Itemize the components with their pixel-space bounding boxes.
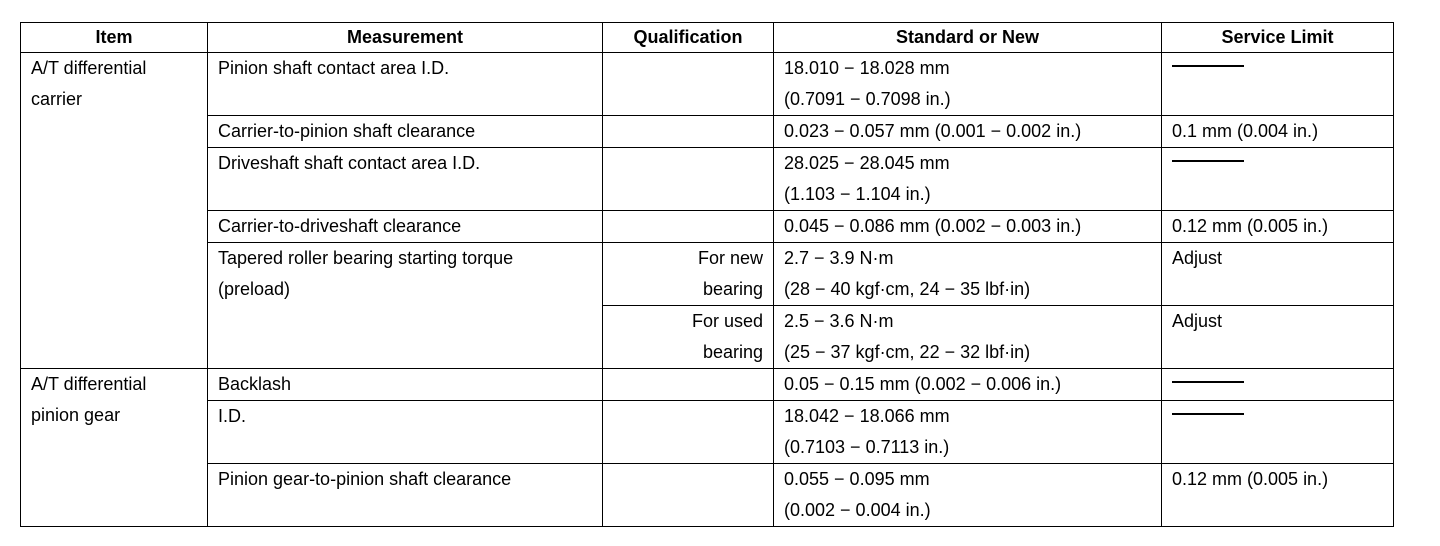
qualification-cell xyxy=(603,53,774,116)
standard-cell: 18.010 − 18.028 mm (0.7091 − 0.7098 in.) xyxy=(774,53,1162,116)
table-row xyxy=(21,116,1394,148)
qualification-cell: For used bearing xyxy=(603,306,774,369)
item-cell-carrier xyxy=(21,53,208,369)
header-row xyxy=(21,23,1394,53)
item-cell-pinion-gear xyxy=(21,369,208,527)
qualification-cell xyxy=(603,369,774,401)
standard-cell: 0.045 − 0.086 mm (0.002 − 0.003 in.) xyxy=(774,211,1162,243)
standard-cell: 18.042 − 18.066 mm (0.7103 − 0.7113 in.) xyxy=(774,401,1162,464)
table-row xyxy=(21,243,1394,306)
qualification-cell xyxy=(603,211,774,243)
qualification-cell xyxy=(603,116,774,148)
qualification-cell xyxy=(603,464,774,527)
header-qualification: Qualification xyxy=(603,23,774,53)
service-limit-cell: 0.12 mm (0.005 in.) xyxy=(1162,464,1394,527)
service-limit-cell: 0.12 mm (0.005 in.) xyxy=(1162,211,1394,243)
item-label: A/T differential xyxy=(31,374,147,394)
service-limit-cell xyxy=(1162,401,1394,464)
header-standard: Standard or New xyxy=(774,23,1162,53)
service-limit-cell xyxy=(1162,148,1394,211)
standard-cell: 28.025 − 28.045 mm (1.103 − 1.104 in.) xyxy=(774,148,1162,211)
measurement-cell: Driveshaft shaft contact area I.D. xyxy=(208,148,603,211)
not-applicable-dash xyxy=(1172,65,1244,67)
standard-cell: 2.7 − 3.9 N·m (28 − 40 kgf·cm, 24 − 35 lbf·in) xyxy=(774,243,1162,306)
table-row xyxy=(21,211,1394,243)
measurement-cell: Tapered roller bearing starting torque (preload) xyxy=(208,243,603,369)
not-applicable-dash xyxy=(1172,160,1244,162)
measurement-cell: Carrier-to-pinion shaft clearance xyxy=(208,116,603,148)
table-row xyxy=(21,464,1394,527)
standard-cell: 0.055 − 0.095 mm (0.002 − 0.004 in.) xyxy=(774,464,1162,527)
service-limit-cell: Adjust xyxy=(1162,306,1394,369)
measurement-cell: Pinion gear-to-pinion shaft clearance xyxy=(208,464,603,527)
measurement-cell: Backlash xyxy=(208,369,603,401)
header-service-limit: Service Limit xyxy=(1162,23,1394,53)
measurement-cell: I.D. xyxy=(208,401,603,464)
measurement-cell: Carrier-to-driveshaft clearance xyxy=(208,211,603,243)
table-row xyxy=(21,369,1394,401)
standard-cell: 2.5 − 3.6 N·m (25 − 37 kgf·cm, 22 − 32 lbf·in) xyxy=(774,306,1162,369)
service-spec-table xyxy=(20,22,1394,527)
item-label: carrier xyxy=(31,89,83,109)
qualification-cell: For new bearing xyxy=(603,243,774,306)
service-limit-cell: 0.1 mm (0.004 in.) xyxy=(1162,116,1394,148)
table-row xyxy=(21,401,1394,464)
qualification-cell xyxy=(603,401,774,464)
service-limit-cell xyxy=(1162,53,1394,116)
header-measurement: Measurement xyxy=(208,23,603,53)
service-limit-cell: Adjust xyxy=(1162,243,1394,306)
table-row xyxy=(21,148,1394,211)
standard-cell: 0.05 − 0.15 mm (0.002 − 0.006 in.) xyxy=(774,369,1162,401)
qualification-cell xyxy=(603,148,774,211)
measurement-cell: Pinion shaft contact area I.D. xyxy=(208,53,603,116)
service-limit-cell xyxy=(1162,369,1394,401)
item-label: pinion gear xyxy=(31,405,121,425)
header-item: Item xyxy=(21,23,208,53)
not-applicable-dash xyxy=(1172,381,1244,383)
item-label: A/T differential xyxy=(31,58,147,78)
not-applicable-dash xyxy=(1172,413,1244,415)
table-row xyxy=(21,53,1394,116)
standard-cell: 0.023 − 0.057 mm (0.001 − 0.002 in.) xyxy=(774,116,1162,148)
